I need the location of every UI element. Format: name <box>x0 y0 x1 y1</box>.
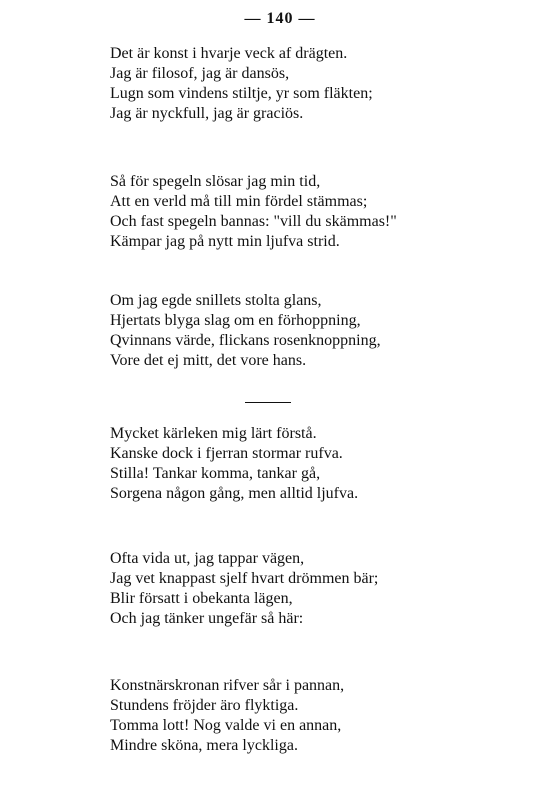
stanza-6 <box>110 676 460 756</box>
poem-line: Att en verld må till min fördel stämmas; <box>110 193 368 210</box>
poem-line: Stilla! Tankar komma, tankar gå, <box>110 465 321 482</box>
stanza-4 <box>110 424 460 504</box>
poem-line: Jag är filosof, jag är dansös, <box>110 65 290 82</box>
poem-line: Mindre sköna, mera lyckliga. <box>110 737 298 754</box>
poem-line: Jag är nyckfull, jag är graciös. <box>110 105 304 122</box>
poem-line: Och jag tänker ungefär så här: <box>110 610 304 627</box>
poem-line: Tomma lott! Nog valde vi en annan, <box>110 717 342 734</box>
poem-line: Det är konst i hvarje veck af drägten. <box>110 45 348 62</box>
poem-line: Kämpar jag på nytt min ljufva strid. <box>110 233 340 250</box>
stanza-5 <box>110 549 460 629</box>
page-number: — 140 — <box>244 10 316 27</box>
poem-line: Jag vet knappast sjelf hvart drömmen bär; <box>110 570 379 587</box>
poem-line: Kanske dock i fjerran stormar rufva. <box>110 445 343 462</box>
poem-line: Ofta vida ut, jag tappar vägen, <box>110 550 305 567</box>
poem-line: Så för spegeln slösar jag min tid, <box>110 173 321 190</box>
stanza-1 <box>110 44 460 124</box>
poem-line: Och fast spegeln bannas: "vill du skämmas!" <box>110 213 397 230</box>
poem-line: Sorgena någon gång, men alltid ljufva. <box>110 485 359 502</box>
stanza-2 <box>110 172 460 252</box>
poem-line: Stundens fröjder äro flyktiga. <box>110 697 299 714</box>
poem-line: Qvinnans värde, flickans rosenknoppning, <box>110 332 381 349</box>
poem-line: Hjertats blyga slag om en förhoppning, <box>110 312 361 329</box>
poem-line: Konstnärskronan rifver sår i pannan, <box>110 677 345 694</box>
poem-line: Vore det ej mitt, det vore hans. <box>110 352 307 369</box>
poem-line: Mycket kärleken mig lärt förstå. <box>110 425 317 442</box>
section-divider <box>245 402 291 403</box>
poem-line: Blir försatt i obekanta lägen, <box>110 590 293 607</box>
stanza-3 <box>110 291 460 371</box>
poem-line: Om jag egde snillets stolta glans, <box>110 292 322 309</box>
poem-line: Lugn som vindens stiltje, yr som fläkten; <box>110 85 373 102</box>
